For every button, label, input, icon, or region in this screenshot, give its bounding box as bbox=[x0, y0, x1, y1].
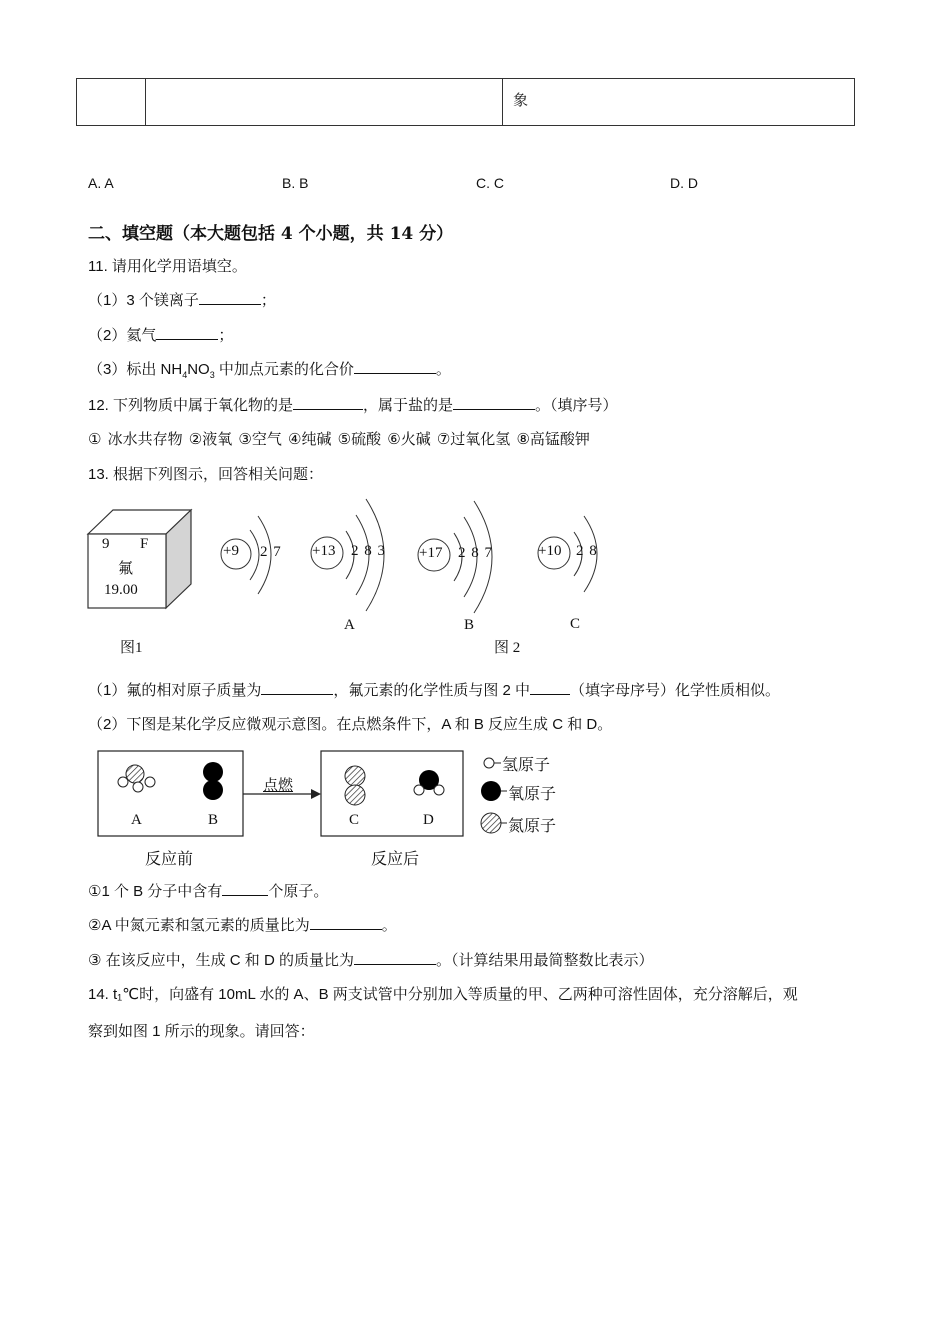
q11-part3-text2: 中加点元素的化合价 bbox=[214, 361, 354, 378]
q13-text: ③ 在该反应中，生成 C 和 D 的质量比为 bbox=[88, 952, 354, 969]
subscript: 3 bbox=[209, 370, 215, 380]
answer-blank[interactable] bbox=[530, 680, 570, 695]
table-cell: 象 bbox=[503, 79, 855, 126]
option-c[interactable]: C. C bbox=[476, 175, 504, 191]
q13-part1 bbox=[88, 679, 780, 700]
q13-text: 。 bbox=[381, 917, 397, 934]
shell-electrons: 2 8 7 bbox=[458, 545, 492, 561]
q14-line2: 察到如图 1 所示的现象。请回答： bbox=[88, 1023, 315, 1040]
atom-diagram-c bbox=[534, 508, 624, 638]
shell-electrons: 2 8 3 bbox=[351, 543, 385, 559]
shell-electrons: 2 7 bbox=[260, 544, 281, 560]
q13-sub3 bbox=[88, 949, 653, 970]
option-a[interactable]: A. A bbox=[88, 175, 114, 191]
answer-blank[interactable] bbox=[354, 359, 436, 374]
atom-label: A bbox=[344, 617, 355, 633]
atom-diagram-b bbox=[414, 497, 524, 642]
q13-sub1 bbox=[88, 880, 328, 901]
figure-1-element-cube bbox=[86, 502, 196, 612]
answer-blank[interactable] bbox=[293, 395, 363, 410]
molecule-label-b: B bbox=[208, 812, 219, 828]
reaction-diagram bbox=[97, 750, 577, 870]
q13-sub2 bbox=[88, 914, 397, 935]
option-b[interactable]: B. B bbox=[282, 175, 309, 191]
answer-blank[interactable] bbox=[261, 680, 333, 695]
q14-line1: 14. t₁℃时，向盛有 10mL 水的 A、B 两支试管中分别加入等质量的甲、乙两种可溶性固体，充分溶解后，观 bbox=[88, 986, 798, 1003]
q13-part2: （2）下图是某化学反应微观示意图。在点燃条件下，A 和 B 反应生成 C 和 D。 bbox=[88, 716, 613, 733]
formula-part: NO bbox=[187, 361, 210, 378]
shell-electrons: 2 8 bbox=[576, 543, 597, 559]
legend-nitrogen: 氮原子 bbox=[508, 818, 557, 835]
atom-label: B bbox=[464, 617, 475, 633]
molecule-label-d: D bbox=[423, 812, 434, 828]
section-title: 二、填空题（本大题包括 4 个小题，共 14 分） bbox=[88, 224, 454, 244]
answer-blank[interactable] bbox=[354, 950, 436, 965]
q13-text: ①1 个 B 分子中含有 bbox=[88, 883, 223, 900]
q11-part2 bbox=[88, 324, 233, 345]
figure-2-caption: 图 2 bbox=[494, 640, 521, 656]
punct: 。 bbox=[435, 361, 451, 378]
nucleus-charge: +13 bbox=[312, 543, 336, 559]
punct: ； bbox=[260, 292, 276, 309]
q11-part1-text: （1）3 个镁离子 bbox=[88, 292, 199, 309]
q11-part2-text: （2）氦气 bbox=[88, 327, 157, 344]
atom-diagram-a bbox=[308, 495, 418, 640]
q12-text: 12. 下列物质中属于氧化物的是 bbox=[88, 397, 294, 414]
option-d[interactable]: D. D bbox=[670, 175, 698, 191]
atomic-mass: 19.00 bbox=[104, 582, 138, 598]
q12-stem bbox=[88, 394, 618, 415]
q13-text: ，氟元素的化学性质与图 2 中 bbox=[333, 682, 531, 699]
after-caption: 反应后 bbox=[371, 851, 420, 868]
q12-items: ① 冰水共存物 ②液氧 ③空气 ④纯碱 ⑤硫酸 ⑥火碱 ⑦过氧化氢 ⑧高锰酸钾 bbox=[88, 431, 590, 448]
table-cell bbox=[146, 79, 503, 126]
q13-stem: 13. 根据下列图示，回答相关问题： bbox=[88, 466, 324, 483]
molecule-label-c: C bbox=[349, 812, 360, 828]
q13-text: 个原子。 bbox=[268, 883, 329, 900]
atomic-number: 9 bbox=[102, 536, 110, 552]
formula-part: NH bbox=[160, 361, 183, 378]
nucleus-charge: +10 bbox=[538, 543, 562, 559]
nucleus-charge: +9 bbox=[223, 543, 239, 559]
atom-diagram-fluorine bbox=[218, 500, 318, 600]
answer-blank[interactable] bbox=[199, 290, 261, 305]
element-symbol: F bbox=[140, 536, 149, 552]
cube-icon bbox=[86, 502, 196, 612]
subscript: 4 bbox=[182, 370, 188, 380]
q11-stem: 11. 请用化学用语填空。 bbox=[88, 258, 247, 275]
q13-text: 。（计算结果用最简整数比表示） bbox=[435, 952, 654, 969]
answer-blank[interactable] bbox=[156, 325, 218, 340]
q13-text: （1）氟的相对原子质量为 bbox=[88, 682, 262, 699]
question-table-fragment bbox=[76, 78, 855, 126]
q13-text: ②A 中氮元素和氢元素的质量比为 bbox=[88, 917, 310, 934]
answer-blank[interactable] bbox=[453, 395, 535, 410]
before-caption: 反应前 bbox=[145, 851, 194, 868]
nucleus-charge: +17 bbox=[419, 545, 443, 561]
table-cell bbox=[77, 79, 146, 126]
formula bbox=[161, 361, 215, 378]
answer-blank[interactable] bbox=[222, 881, 268, 896]
q11-part1 bbox=[88, 289, 276, 310]
q11-part3-text: （3）标出 bbox=[88, 361, 161, 378]
legend-oxygen: 氧原子 bbox=[508, 786, 557, 803]
molecule-label-a: A bbox=[131, 812, 142, 828]
q11-part3 bbox=[88, 358, 451, 380]
legend-hydrogen: 氢原子 bbox=[502, 757, 551, 774]
element-name: 氟 bbox=[118, 561, 134, 577]
punct: ； bbox=[218, 327, 234, 344]
q12-text: ，属于盐的是 bbox=[363, 397, 454, 414]
q12-text: 。（填序号） bbox=[535, 397, 618, 414]
atom-label: C bbox=[570, 616, 581, 632]
q13-text: （填字母序号）化学性质相似。 bbox=[570, 682, 781, 699]
reaction-condition: 点燃 bbox=[263, 777, 294, 794]
figure-1-caption: 图1 bbox=[120, 640, 143, 656]
answer-blank[interactable] bbox=[310, 915, 382, 930]
